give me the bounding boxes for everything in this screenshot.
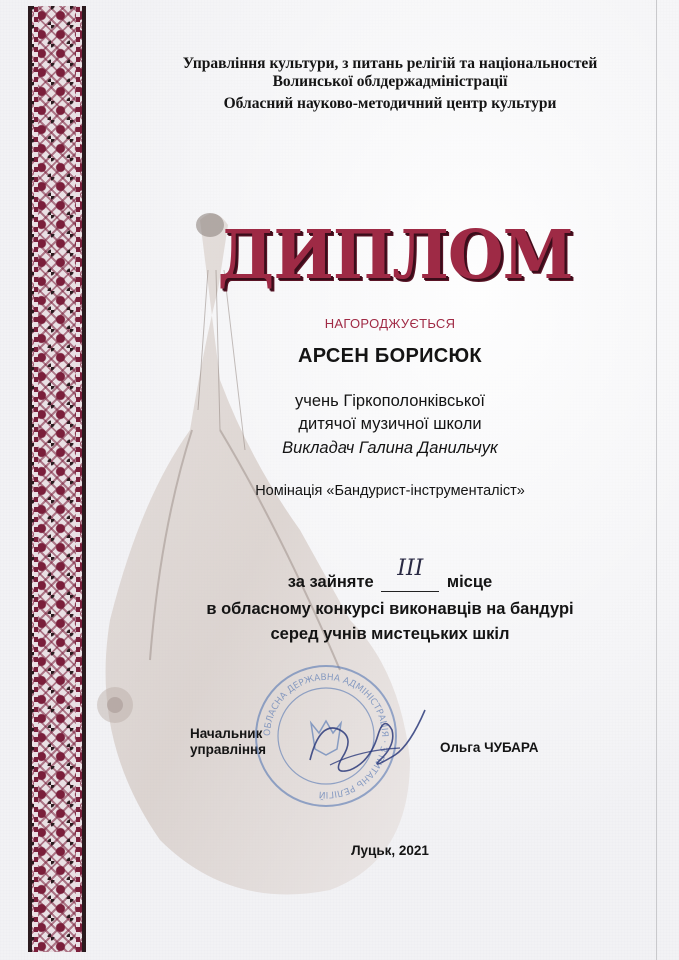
header-line-3: Обласний науково-методичний центр культури: [223, 95, 557, 112]
place-line: [120, 556, 660, 592]
header-line-1: Управління культури, з питань релігій та національностей: [182, 55, 598, 72]
teacher-line: Викладач Галина Данильчук: [282, 439, 498, 457]
place-prefix: за зайняте: [287, 573, 374, 591]
recipient-name: АРСЕН БОРИСЮК: [298, 345, 482, 367]
contest-line: в обласному конкурсі виконавців на бандурі: [206, 600, 574, 618]
recipient-school-line-1: учень Гіркополонківської: [295, 392, 485, 410]
page-edge: [656, 0, 657, 960]
diploma-title: ДИПЛОМ: [217, 216, 573, 295]
awarded-label: НАГОРОДЖУЄТЬСЯ: [324, 316, 456, 331]
bandura-illustration: [80, 200, 420, 920]
place-blank: [381, 556, 439, 592]
handwritten-signature: [300, 700, 430, 785]
recipient-school-line-2: дитячої музичної школи: [298, 415, 482, 433]
signatory-role-line-2: управління: [190, 742, 267, 757]
signatory-name: Ольга ЧУБАРА: [440, 740, 539, 755]
nomination-line: Номінація «Бандурист-інструменталіст»: [255, 483, 525, 499]
place-suffix: місце: [446, 573, 493, 591]
stamp-text: ОБЛАСНА ДЕРЖАВНА АДМІНІСТРАЦІЯ · З ПИТАНЬ РЕЛІГІЙ: [262, 672, 390, 800]
place-and-year: Луцьк, 2021: [351, 843, 429, 858]
embroidery-ornament-border: [28, 6, 86, 952]
place-value-handwritten: III: [397, 556, 424, 581]
header-line-2: Волинської облдержадміністрації: [272, 73, 508, 90]
signatory-role-line-1: Начальник: [190, 726, 263, 741]
contest-participants-line: серед учнів мистецьких шкіл: [270, 625, 510, 643]
